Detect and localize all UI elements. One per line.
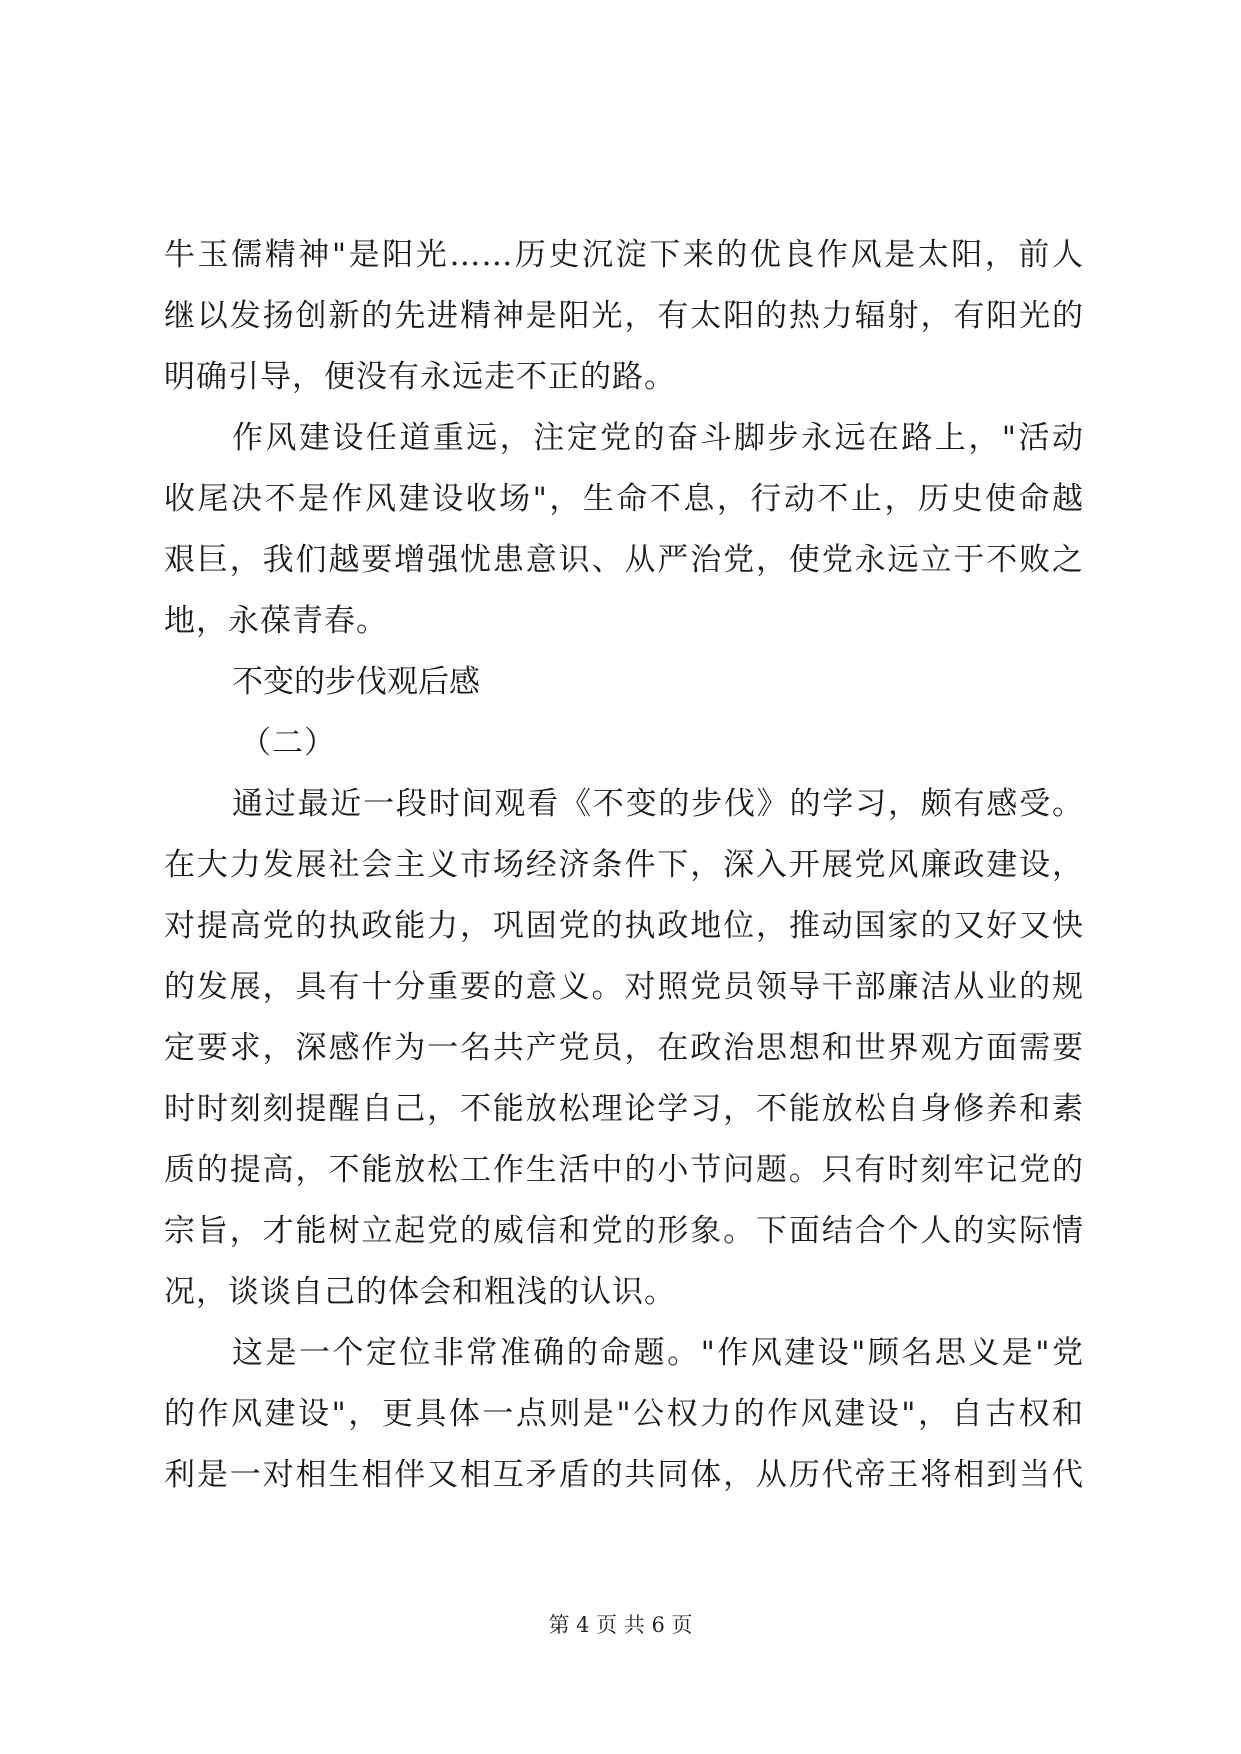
text-line: 牛玉儒精神"是阳光……历史沉淀下来的优良作风是太阳，前人 — [164, 237, 1084, 273]
paragraph-first-line: 作风建设任道重远，注定党的奋斗脚步永远在路上，"活动 — [232, 420, 1084, 456]
text-line: 收尾决不是作风建设收场"，生命不息，行动不止，历史使命越 — [164, 481, 1084, 517]
text-line: 利是一对相生相伴又相互矛盾的共同体，从历代帝王将相到当代 — [164, 1457, 1084, 1493]
text-line: 地，永葆青春。 — [164, 603, 388, 639]
text-line: 明确引导，便没有永远走不正的路。 — [164, 359, 676, 395]
text-line: 质的提高，不能放松工作生活中的小节问题。只有时刻牢记党的 — [164, 1152, 1084, 1188]
text-line: 的作风建设"，更具体一点则是"公权力的作风建设"，自古权和 — [164, 1396, 1084, 1432]
text-line: 的发展，具有十分重要的意义。对照党员领导干部廉洁从业的规 — [164, 969, 1084, 1005]
page-number-footer: 第 4 页 共 6 页 — [548, 1613, 693, 1637]
paragraph-first-line: 通过最近一段时间观看《不变的步伐》的学习，颇有感受。 — [232, 786, 1084, 822]
text-line: 对提高党的执政能力，巩固党的执政地位，推动国家的又好又快 — [164, 908, 1084, 944]
text-line: 况，谈谈自己的体会和粗浅的认识。 — [164, 1274, 676, 1310]
text-line: 在大力发展社会主义市场经济条件下，深入开展党风廉政建设， — [164, 847, 1084, 883]
text-line: 定要求，深感作为一名共产党员，在政治思想和世界观方面需要 — [164, 1030, 1084, 1066]
paragraph-first-line: 这是一个定位非常准确的命题。"作风建设"顾名思义是"党 — [232, 1335, 1084, 1371]
document-body — [164, 225, 1084, 1506]
section-title: 不变的步伐观后感 — [232, 664, 480, 700]
text-line: 时时刻刻提醒自己，不能放松理论学习，不能放松自身修养和素 — [164, 1091, 1084, 1127]
text-line: 艰巨，我们越要增强忧患意识、从严治党，使党永远立于不败之 — [164, 542, 1084, 578]
section-subtitle: （二） — [240, 725, 336, 761]
text-line: 宗旨，才能树立起党的威信和党的形象。下面结合个人的实际情 — [164, 1213, 1084, 1249]
text-line: 继以发扬创新的先进精神是阳光，有太阳的热力辐射，有阳光的 — [164, 298, 1084, 334]
